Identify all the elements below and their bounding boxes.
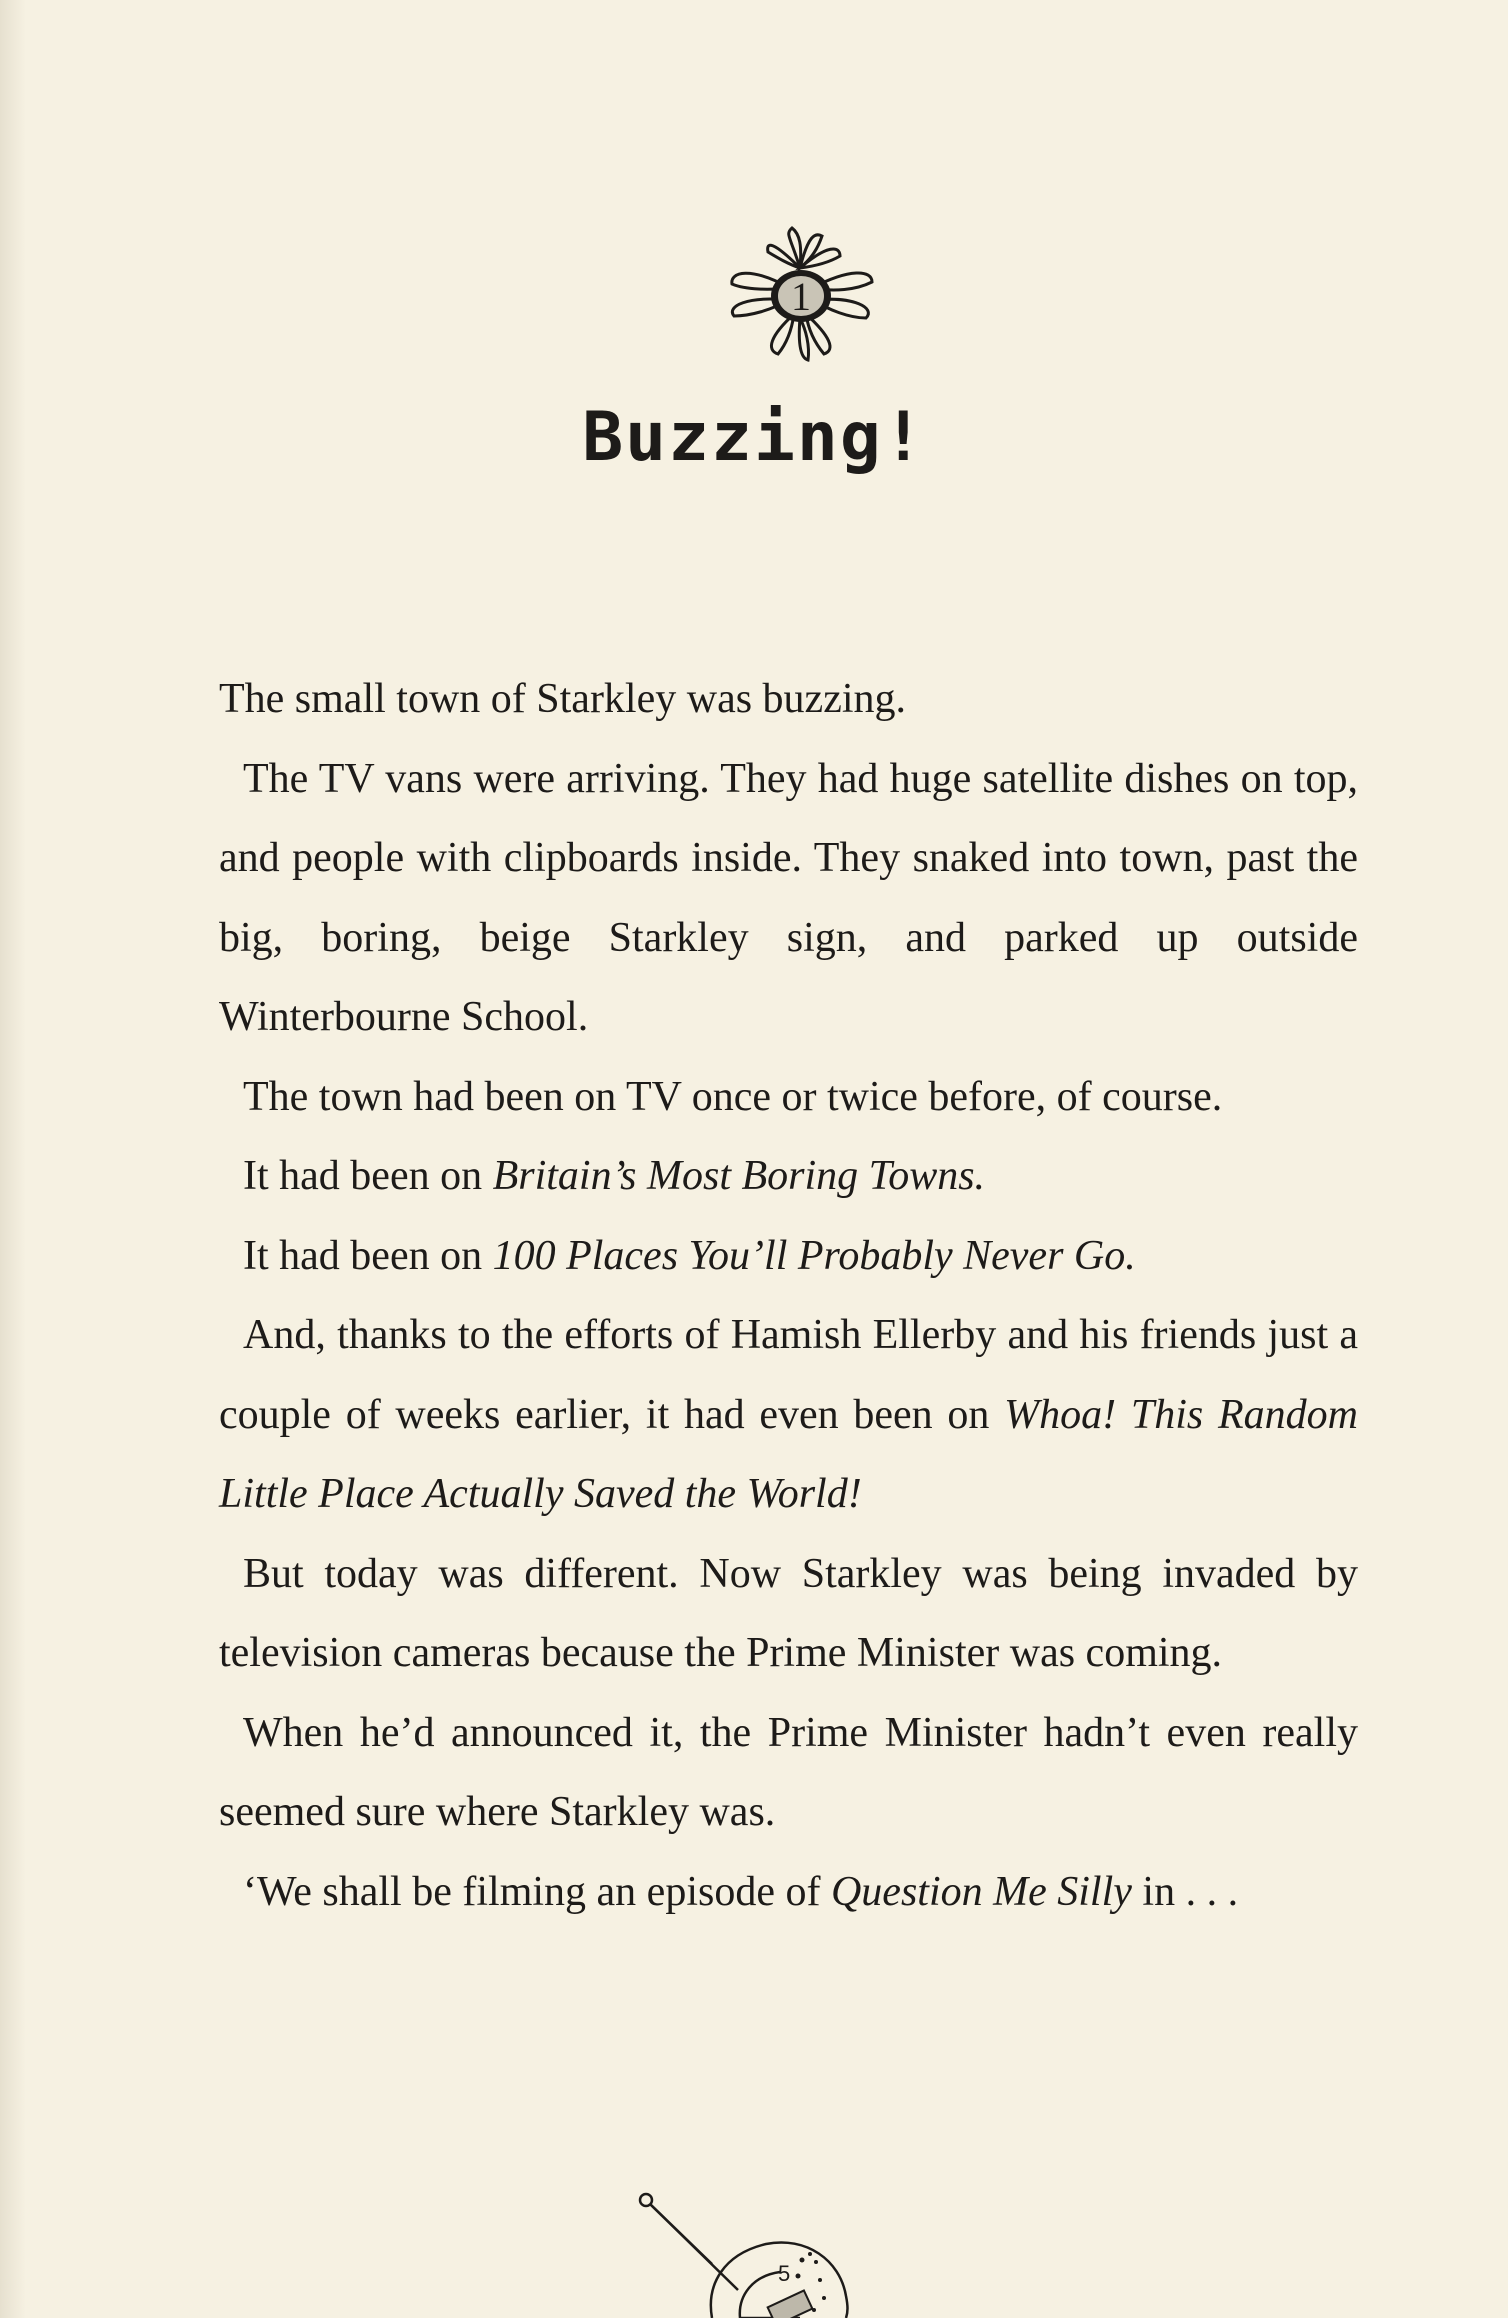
chapter-body <box>219 660 1358 1932</box>
chapter-title: Buzzing! <box>582 398 926 477</box>
tv-show-title: 100 Places You’ll Probably Never Go. <box>492 1232 1136 1279</box>
flower-icon <box>690 226 910 376</box>
paragraph-5: It had been on 100 Places You’ll Probably Never Go. <box>243 1232 1136 1279</box>
paragraph-4: It had been on Britain’s Most Boring Towns. <box>243 1153 986 1199</box>
page-number: 5 <box>778 2261 791 2286</box>
paragraph-3: The town had been on TV once or twice before, of course. <box>243 1073 1223 1120</box>
page-binding-edge <box>0 0 26 2318</box>
paragraph-1: The small town of Starkley was buzzing. <box>219 676 907 722</box>
paragraph-7: But today was different. Now Starkley was being invaded by television cameras because the Prime Minister was coming. <box>219 1550 1358 1676</box>
chapter-number: 1 <box>791 274 811 319</box>
paragraph-2: The TV vans were arriving. They had huge satellite dishes on top, and people with clipboards inside. They snaked into town, past the big, boring, beige Starkley sign, and parked up outside Winterbourne School. <box>219 755 1358 1040</box>
paragraph-8: When he’d announced it, the Prime Minister hadn’t even really seemed sure where Starkley was. <box>219 1709 1358 1835</box>
tv-show-title: Britain’s Most Boring Towns. <box>492 1153 986 1199</box>
tv-show-title: Question Me Silly <box>830 1868 1132 1915</box>
paragraph-9: ‘We shall be filming an episode of Question Me Silly in . . . <box>243 1868 1239 1915</box>
paragraph-6: And, thanks to the efforts of Hamish Ellerby and his friends just a couple of weeks earlier, it had even been on Whoa! This Random Little Place Actually Saved the World! <box>219 1312 1358 1517</box>
satellite-dish-illustration <box>620 2180 950 2318</box>
tv-show-title: Whoa! This Random Little Place Actually Saved the World! <box>219 1391 1358 1517</box>
